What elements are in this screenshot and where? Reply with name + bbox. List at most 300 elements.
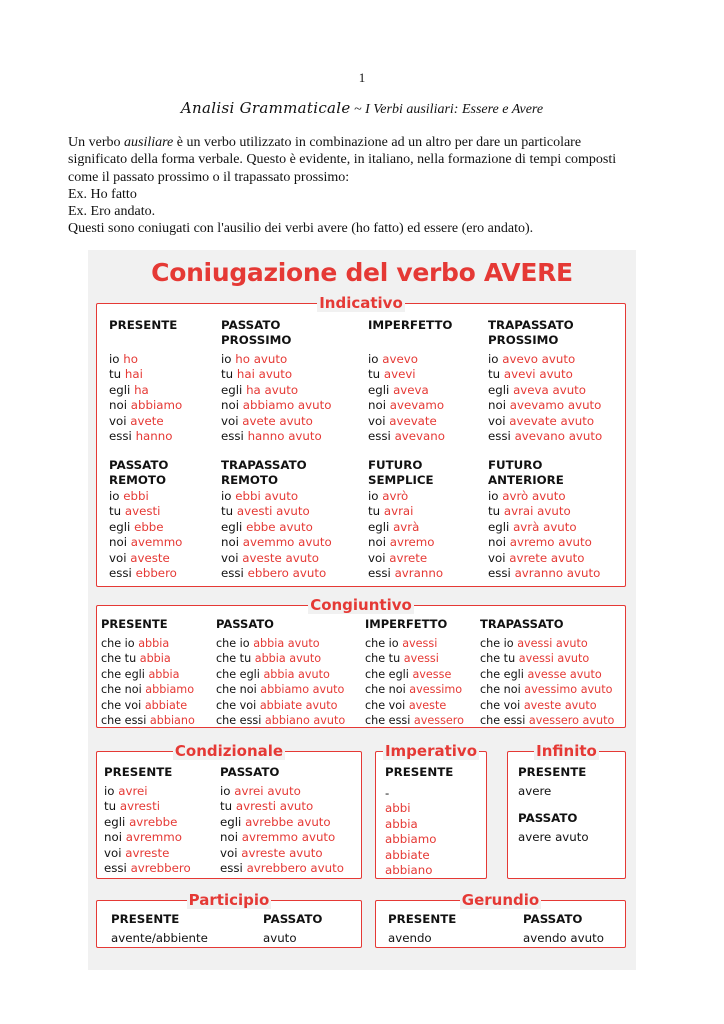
- conj-row: [480, 636, 614, 651]
- conj-row: [365, 713, 464, 728]
- conj-row: [488, 352, 602, 367]
- pronoun: io: [109, 489, 124, 503]
- column-header: TRAPASSATO PROSSIMO: [488, 318, 574, 347]
- conj-row: [385, 832, 453, 847]
- pronoun: egli: [109, 519, 135, 534]
- verb-form: aveste: [408, 698, 447, 712]
- conjugation-chart: [88, 250, 636, 970]
- conj-row: [109, 551, 182, 566]
- conj-row: [385, 817, 453, 832]
- conj-rows: [221, 352, 331, 444]
- pronoun: che noi: [480, 683, 525, 697]
- conj-row: [109, 414, 182, 429]
- conj-row: [104, 784, 191, 799]
- verb-form: ebbi: [123, 489, 149, 503]
- pronoun: io: [109, 352, 124, 366]
- pronoun: egli: [221, 382, 247, 397]
- pronoun: noi: [109, 535, 131, 550]
- conj-row: [368, 489, 443, 504]
- pronoun: noi: [221, 398, 243, 413]
- conj-row: [368, 566, 443, 581]
- pronoun: voi: [104, 845, 126, 860]
- conj-rows: [220, 784, 344, 876]
- conj-rows: [385, 786, 453, 878]
- verb-form: avevate avuto: [509, 413, 595, 428]
- pronoun: che io: [101, 637, 139, 650]
- conj-row: [368, 520, 443, 535]
- conj-column: [216, 617, 345, 728]
- verb-form: avessero avuto: [528, 714, 615, 728]
- conj-row: [368, 383, 452, 398]
- pronoun: che essi: [365, 714, 414, 728]
- pronoun: io: [488, 352, 503, 366]
- conj-rows: [368, 489, 443, 581]
- column-header: IMPERFETTO: [368, 318, 453, 332]
- pronoun: voi: [221, 413, 243, 428]
- conj-column: [518, 765, 589, 846]
- conj-rows: [109, 352, 182, 444]
- conj-row: [101, 651, 195, 666]
- intro-line: significato della forma verbale. Questo è evidente, in italiano, nella formazione di tempi composti: [68, 152, 617, 168]
- pronoun: che io: [480, 637, 518, 650]
- pronoun: io: [104, 784, 119, 798]
- pronoun: noi: [488, 398, 510, 413]
- pronoun: essi: [368, 429, 395, 444]
- pronoun: che egli: [480, 667, 528, 681]
- gerundio-box: [375, 891, 626, 948]
- conj-row: [221, 551, 332, 566]
- conj-row: [365, 636, 464, 651]
- verb-form: abbiano: [149, 714, 195, 728]
- conj-row: [216, 667, 345, 682]
- conj-rows: [488, 489, 600, 581]
- conj-row: [368, 504, 443, 519]
- verb-form: avessimo avuto: [524, 683, 613, 697]
- heading-subtitle: I Verbi ausiliari: Essere e Avere: [365, 102, 544, 117]
- conj-row: [385, 863, 453, 878]
- pronoun: egli: [220, 814, 246, 829]
- conj-column: [109, 458, 182, 581]
- conj-row: [221, 489, 332, 504]
- conj-row: [488, 414, 602, 429]
- pronoun: che io: [365, 637, 403, 650]
- conj-row: [488, 504, 600, 519]
- conj-row: [216, 713, 345, 728]
- verb-form: avete avuto: [242, 413, 313, 428]
- conj-row: [221, 504, 332, 519]
- verb-form: avesse avuto: [527, 667, 602, 681]
- verb-form: avessero: [413, 714, 464, 728]
- column-header: IMPERFETTO: [365, 617, 448, 631]
- pronoun: egli: [368, 519, 394, 534]
- form-value: avuto: [263, 931, 297, 945]
- verb-form: hai: [124, 367, 143, 382]
- pronoun: essi: [104, 861, 131, 876]
- conj-row: [488, 367, 602, 382]
- conj-rows: [101, 636, 195, 728]
- conj-row: [220, 830, 344, 845]
- verb-form: abbiate: [144, 698, 188, 712]
- conj-row: [480, 713, 614, 728]
- form-value: avere avuto: [518, 830, 589, 845]
- pronoun: voi: [368, 550, 390, 565]
- pronoun: tu: [109, 367, 125, 382]
- verb-form: ebbero avuto: [247, 566, 327, 581]
- pronoun: noi: [368, 398, 390, 413]
- conj-row: [365, 698, 464, 713]
- pronoun: essi: [488, 566, 515, 581]
- pronoun: tu: [221, 504, 237, 519]
- congiuntivo-title: Congiuntivo: [310, 596, 412, 614]
- conj-row: [101, 698, 195, 713]
- verb-form: abbiate: [385, 847, 430, 862]
- verb-form: ha avuto: [246, 382, 299, 397]
- pronoun: io: [368, 352, 383, 366]
- column-header: TRAPASSATO: [480, 617, 564, 631]
- verb-form: abbia: [138, 637, 170, 650]
- verb-form: avessi avuto: [518, 652, 590, 666]
- conj-row: [488, 535, 600, 550]
- pronoun: essi: [368, 566, 395, 581]
- conj-rows: [480, 636, 614, 728]
- pronoun: tu: [488, 504, 504, 519]
- chart-title: Coniugazione del verbo AVERE: [151, 258, 573, 287]
- column-header: PRESENTE: [104, 765, 173, 779]
- pronoun: essi: [221, 566, 248, 581]
- verb-form: abbiamo: [385, 832, 437, 847]
- conj-row: [104, 815, 191, 830]
- verb-form: avevamo avuto: [509, 398, 602, 413]
- conj-row: [216, 651, 345, 666]
- verb-form: avessi: [403, 652, 439, 666]
- column-header: PRESENTE: [388, 912, 457, 926]
- conj-rows: [104, 784, 191, 876]
- verb-form: abbiano: [385, 863, 433, 878]
- verb-form: ebbero: [135, 566, 177, 581]
- pronoun: voi: [488, 550, 510, 565]
- participio-title: Participio: [188, 891, 270, 909]
- column-header: PASSATO: [263, 912, 323, 926]
- verb-form: abbia: [139, 652, 171, 666]
- verb-form: ho: [123, 352, 138, 366]
- pronoun: che voi: [101, 698, 145, 712]
- conj-row: [368, 398, 452, 413]
- conj-row: [368, 429, 452, 444]
- conj-row: [221, 520, 332, 535]
- verb-form: abbia: [385, 816, 418, 831]
- pronoun: io: [221, 489, 236, 503]
- conj-rows: [109, 489, 182, 581]
- page-number: 1: [358, 70, 366, 85]
- column-header: PASSATO: [518, 811, 578, 826]
- conj-row: [221, 367, 331, 382]
- pronoun: che essi: [480, 714, 529, 728]
- pronoun: essi: [109, 566, 136, 581]
- conj-row: [368, 535, 443, 550]
- intro-example: Ex. Ho fatto: [68, 186, 137, 202]
- verb-form: abbiamo avuto: [260, 683, 345, 697]
- conj-column: [111, 912, 208, 946]
- conj-row: [104, 846, 191, 861]
- pronoun: che egli: [101, 667, 149, 681]
- column-header: FUTURO SEMPLICE: [368, 458, 434, 487]
- verb-form: avremmo: [125, 830, 182, 845]
- intro-line: come il passato prossimo o il trapassato prossimo:: [68, 169, 350, 185]
- pronoun: voi: [488, 413, 510, 428]
- form-value: avendo: [388, 931, 432, 945]
- pronoun: essi: [220, 861, 247, 876]
- conj-row: [488, 383, 602, 398]
- conj-row: [101, 713, 195, 728]
- verb-form: avrebbe: [129, 814, 178, 829]
- form-value: avente/abbiente: [111, 931, 208, 945]
- pronoun: essi: [221, 429, 248, 444]
- form-value: avere: [518, 784, 552, 798]
- conj-row: [488, 551, 600, 566]
- verb-form: abbia: [148, 667, 180, 681]
- conj-row: [220, 846, 344, 861]
- pronoun: che essi: [216, 714, 265, 728]
- conj-row: [368, 414, 452, 429]
- verb-form: abbia avuto: [253, 637, 320, 650]
- conj-row: [368, 551, 443, 566]
- conj-rows: [488, 352, 602, 444]
- pronoun: voi: [109, 550, 131, 565]
- pronoun: noi: [368, 535, 390, 550]
- conj-row: [109, 367, 182, 382]
- verb-form: avresti avuto: [235, 799, 314, 814]
- conj-column: [365, 617, 464, 728]
- pronoun: che io: [216, 637, 254, 650]
- pronoun: noi: [221, 535, 243, 550]
- conj-column: [221, 458, 332, 581]
- pronoun: egli: [221, 519, 247, 534]
- verb-form: aveste avuto: [523, 698, 597, 712]
- verb-form: abbiamo: [145, 683, 195, 697]
- verb-form: avrà avuto: [513, 519, 577, 534]
- column-header: PASSATO REMOTO: [109, 458, 169, 487]
- conj-row: [365, 667, 464, 682]
- verb-form: avremo: [389, 535, 435, 550]
- conj-column: [263, 912, 322, 946]
- verb-form: avesti avuto: [236, 504, 310, 519]
- verb-form: abbiate avuto: [259, 698, 338, 712]
- verb-form: avevate: [389, 413, 437, 428]
- gerundio-title: Gerundio: [461, 891, 540, 909]
- verb-form: hanno: [135, 429, 173, 444]
- infinito-box: [507, 742, 626, 879]
- conj-row: [488, 566, 600, 581]
- pronoun: che egli: [365, 667, 413, 681]
- verb-form: avreste avuto: [241, 845, 323, 860]
- pronoun: che noi: [216, 683, 261, 697]
- verb-form: avevo: [382, 352, 418, 366]
- verb-form: avemmo: [130, 535, 183, 550]
- imperativo-box: [375, 742, 487, 879]
- intro-paragraph: [68, 134, 668, 238]
- conj-row: [221, 398, 331, 413]
- verb-form: abbia avuto: [254, 652, 322, 666]
- verb-form: aveva avuto: [513, 382, 587, 397]
- pronoun: io: [368, 489, 383, 503]
- verb-form: ebbe: [134, 519, 164, 534]
- conj-row: [109, 520, 182, 535]
- verb-form: avevano: [394, 429, 445, 444]
- intro-example: Ex. Ero andato.: [68, 204, 156, 220]
- verb-form: aveste avuto: [242, 550, 320, 565]
- heading-separator: ~: [354, 102, 362, 117]
- condizionale-box: [96, 742, 362, 879]
- conj-row: [365, 651, 464, 666]
- verb-form: ebbi avuto: [235, 489, 299, 503]
- pronoun: essi: [109, 429, 136, 444]
- conj-column: [368, 318, 452, 444]
- indicativo-title: Indicativo: [319, 294, 403, 312]
- conj-row: [220, 815, 344, 830]
- column-header: PRESENTE: [109, 318, 178, 332]
- conj-row: [488, 520, 600, 535]
- verb-form: avessimo: [409, 683, 463, 697]
- conj-column: [488, 458, 600, 581]
- conj-row: [480, 667, 614, 682]
- verb-form: aveva: [393, 382, 429, 397]
- pronoun: che voi: [216, 698, 260, 712]
- pronoun: che noi: [101, 683, 146, 697]
- verb-form: avessi avuto: [517, 637, 588, 650]
- pronoun: noi: [220, 830, 242, 845]
- verb-form: abbiamo: [130, 398, 183, 413]
- conj-row: [488, 429, 602, 444]
- conj-column: [101, 617, 195, 728]
- conj-column: [480, 617, 614, 728]
- pronoun: che tu: [216, 652, 255, 666]
- pronoun: essi: [488, 429, 515, 444]
- conj-row: [480, 651, 614, 666]
- conj-row: [385, 801, 453, 816]
- verb-form: ha: [134, 382, 149, 397]
- pronoun: egli: [488, 382, 514, 397]
- pronoun: io: [488, 489, 503, 503]
- indicativo-box: [96, 294, 626, 587]
- pronoun: che voi: [480, 698, 524, 712]
- column-header: PRESENTE: [101, 617, 168, 631]
- pronoun: tu: [109, 504, 125, 519]
- pronoun: voi: [109, 413, 131, 428]
- pronoun: egli: [104, 814, 130, 829]
- conj-row: [368, 352, 452, 367]
- conj-row: [109, 489, 182, 504]
- verb-form: ho avuto: [235, 352, 288, 366]
- form-value: avendo avuto: [523, 931, 604, 945]
- pronoun: -: [385, 786, 390, 800]
- conj-row: [101, 667, 195, 682]
- verb-form: avrei avuto: [234, 784, 301, 798]
- verb-form: abbiamo avuto: [242, 398, 332, 413]
- verb-form: avevamo: [389, 398, 445, 413]
- verb-form: avesse: [412, 667, 452, 681]
- verb-form: avevi avuto: [503, 367, 573, 382]
- participio-box: [96, 891, 362, 948]
- conj-row: [216, 682, 345, 697]
- conj-row: [109, 535, 182, 550]
- pronoun: egli: [109, 382, 135, 397]
- column-header: PASSATO PROSSIMO: [221, 318, 292, 347]
- conj-row: [216, 636, 345, 651]
- verb-form: avesti: [124, 504, 161, 519]
- pronoun: che noi: [365, 683, 410, 697]
- conj-row: [216, 698, 345, 713]
- conj-column: [221, 318, 331, 444]
- verb-form: avrete avuto: [509, 550, 585, 565]
- pronoun: tu: [368, 367, 384, 382]
- conj-row: [365, 682, 464, 697]
- verb-form: avresti: [119, 799, 160, 814]
- pronoun: egli: [368, 382, 394, 397]
- pronoun: tu: [220, 799, 236, 814]
- conj-row: [109, 383, 182, 398]
- conj-column: [109, 318, 182, 444]
- conj-row: [480, 698, 614, 713]
- conj-row: [221, 414, 331, 429]
- conj-rows: [221, 489, 332, 581]
- conj-row: [368, 367, 452, 382]
- conj-column: [488, 318, 602, 444]
- column-header: PASSATO: [220, 765, 280, 779]
- conj-row: [220, 799, 344, 814]
- pronoun: che voi: [365, 698, 409, 712]
- verb-form: avrò: [382, 489, 409, 503]
- verb-form: avremmo avuto: [241, 830, 336, 845]
- heading-script-title: Analisi Grammaticale: [180, 99, 351, 117]
- pronoun: io: [221, 352, 236, 366]
- column-header: PRESENTE: [518, 765, 587, 779]
- conj-row: [488, 489, 600, 504]
- conj-row: [385, 786, 453, 801]
- conj-row: [104, 799, 191, 814]
- conj-row: [109, 504, 182, 519]
- verb-form: avreste: [125, 845, 170, 860]
- verb-form: avessi: [402, 637, 438, 650]
- conj-row: [109, 352, 182, 367]
- pronoun: che tu: [480, 652, 519, 666]
- verb-form: avrebbero: [130, 861, 191, 876]
- imperativo-title: Imperativo: [384, 742, 478, 760]
- conj-row: [480, 682, 614, 697]
- conj-row: [109, 398, 182, 413]
- conj-column: [385, 765, 453, 878]
- column-header: TRAPASSATO REMOTO: [221, 458, 307, 487]
- conj-row: [488, 398, 602, 413]
- verb-form: avranno avuto: [514, 566, 601, 581]
- pronoun: che egli: [216, 667, 264, 681]
- pronoun: che tu: [101, 652, 140, 666]
- verb-form: aveste: [130, 550, 170, 565]
- conj-row: [220, 784, 344, 799]
- verb-form: abbi: [385, 801, 411, 816]
- verb-form: avranno: [394, 566, 444, 581]
- condizionale-title: Condizionale: [174, 742, 284, 760]
- verb-form: hai avuto: [236, 367, 293, 382]
- pronoun: voi: [368, 413, 390, 428]
- verb-form: avemmo avuto: [242, 535, 332, 550]
- conj-column: [388, 912, 456, 946]
- pronoun: tu: [368, 504, 384, 519]
- pronoun: egli: [488, 519, 514, 534]
- pronoun: noi: [104, 830, 126, 845]
- intro-line: Un verbo ausiliare è un verbo utilizzato in combinazione ad un altro per dare un particolare: [68, 135, 582, 150]
- column-header: PRESENTE: [111, 912, 180, 926]
- conj-row: [221, 352, 331, 367]
